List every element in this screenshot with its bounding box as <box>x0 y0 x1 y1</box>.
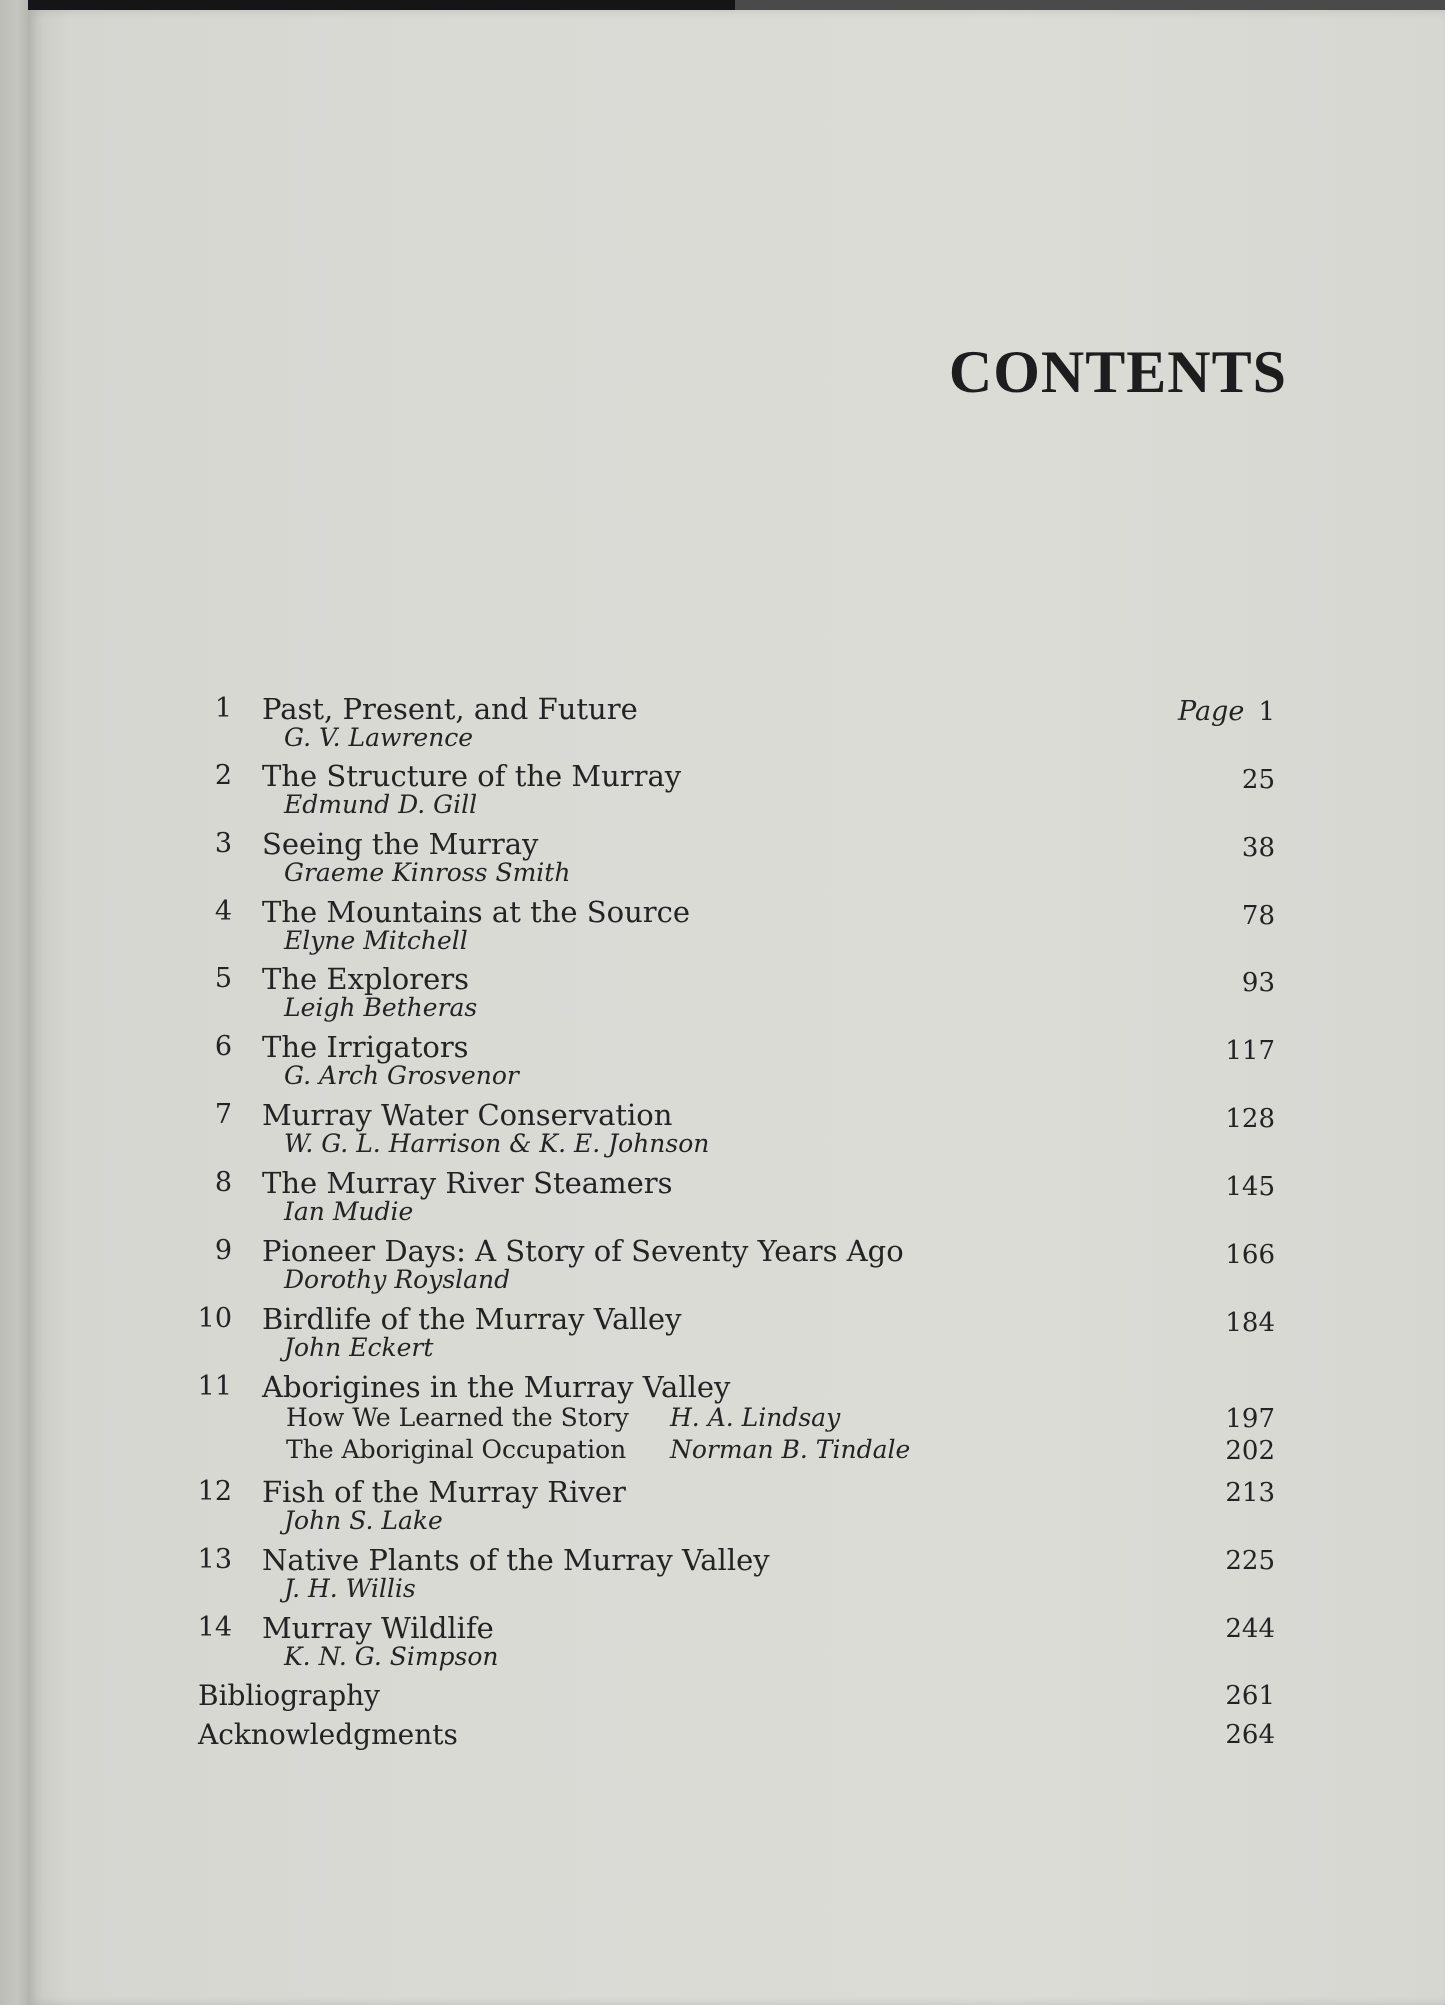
chapter-author: G. Arch Grosvenor <box>284 1061 519 1090</box>
page-number: 184 <box>1225 1308 1275 1338</box>
page-number: 261 <box>1225 1681 1275 1711</box>
chapter-number: 14 <box>197 1612 232 1643</box>
page-title: CONTENTS <box>948 339 1287 405</box>
chapter-number: 1 <box>214 693 232 724</box>
chapter-title: Aborigines in the Murray Valley <box>262 1370 731 1404</box>
page-number: 1 <box>1258 697 1275 727</box>
chapter-author: J. H. Willis <box>284 1574 416 1603</box>
chapter-title: Pioneer Days: A Story of Seventy Years Ago <box>262 1234 904 1268</box>
chapter-author: John Eckert <box>284 1333 434 1362</box>
page-number: 244 <box>1225 1614 1275 1644</box>
page-number: 145 <box>1225 1172 1275 1202</box>
chapter-author: Edmund D. Gill <box>284 790 478 819</box>
page-number: 213 <box>1225 1478 1275 1508</box>
chapter-title: Murray Water Conservation <box>262 1098 673 1132</box>
page-number: 93 <box>1241 968 1275 998</box>
chapter-author: K. N. G. Simpson <box>284 1642 499 1671</box>
chapter-title: Birdlife of the Murray Valley <box>262 1302 682 1336</box>
page-label: Page <box>1178 696 1245 727</box>
page-number: 38 <box>1241 833 1275 863</box>
chapter-author: John S. Lake <box>284 1506 443 1535</box>
chapter-author: W. G. L. Harrison & K. E. Johnson <box>284 1129 710 1158</box>
page-number: 128 <box>1225 1104 1275 1134</box>
chapter-title: Past, Present, and Future <box>262 692 638 726</box>
chapter-number: 12 <box>197 1476 232 1507</box>
chapter-number: 7 <box>214 1099 232 1130</box>
chapter-number: 10 <box>197 1303 232 1334</box>
chapter-author: Dorothy Roysland <box>284 1265 511 1294</box>
chapter-author: Leigh Betheras <box>284 993 478 1022</box>
chapter-number: 2 <box>214 760 232 791</box>
chapter-number: 8 <box>214 1167 232 1198</box>
chapter-title: The Murray River Steamers <box>262 1166 673 1200</box>
chapter-number: 3 <box>214 828 232 859</box>
chapter-title: The Explorers <box>262 962 469 996</box>
page-number: 78 <box>1241 901 1275 931</box>
end-matter-title: Bibliography <box>198 1679 380 1712</box>
section-author: H. A. Lindsay <box>670 1403 841 1432</box>
chapter-author: Graeme Kinross Smith <box>284 858 571 887</box>
end-matter-title: Acknowledgments <box>198 1718 458 1751</box>
chapter-title: The Irrigators <box>262 1030 469 1064</box>
chapter-title: Seeing the Murray <box>262 827 539 861</box>
page-number: 117 <box>1225 1036 1275 1066</box>
chapter-number: 5 <box>214 963 232 994</box>
chapter-title: Fish of the Murray River <box>262 1475 626 1509</box>
section-title: How We Learned the Story <box>286 1403 629 1432</box>
chapter-number: 11 <box>197 1371 232 1402</box>
chapter-author: Ian Mudie <box>284 1197 414 1226</box>
chapter-number: 4 <box>214 896 232 927</box>
chapter-title: Murray Wildlife <box>262 1611 494 1645</box>
chapter-number: 6 <box>214 1031 232 1062</box>
chapter-title: Native Plants of the Murray Valley <box>262 1543 770 1577</box>
page-number: 25 <box>1241 765 1275 795</box>
page-number: 225 <box>1225 1546 1275 1576</box>
chapter-author: Elyne Mitchell <box>284 926 468 955</box>
chapter-author: G. V. Lawrence <box>284 723 474 752</box>
page-number: 197 <box>1225 1404 1275 1434</box>
chapter-number: 9 <box>214 1235 232 1266</box>
page-number: 264 <box>1225 1720 1275 1750</box>
section-title: The Aboriginal Occupation <box>286 1435 627 1464</box>
chapter-title: The Structure of the Murray <box>262 759 682 793</box>
chapter-title: The Mountains at the Source <box>262 895 691 929</box>
page-number: 166 <box>1225 1240 1275 1270</box>
chapter-number: 13 <box>197 1544 232 1575</box>
page-number: 202 <box>1225 1436 1275 1466</box>
section-author: Norman B. Tindale <box>670 1435 911 1464</box>
